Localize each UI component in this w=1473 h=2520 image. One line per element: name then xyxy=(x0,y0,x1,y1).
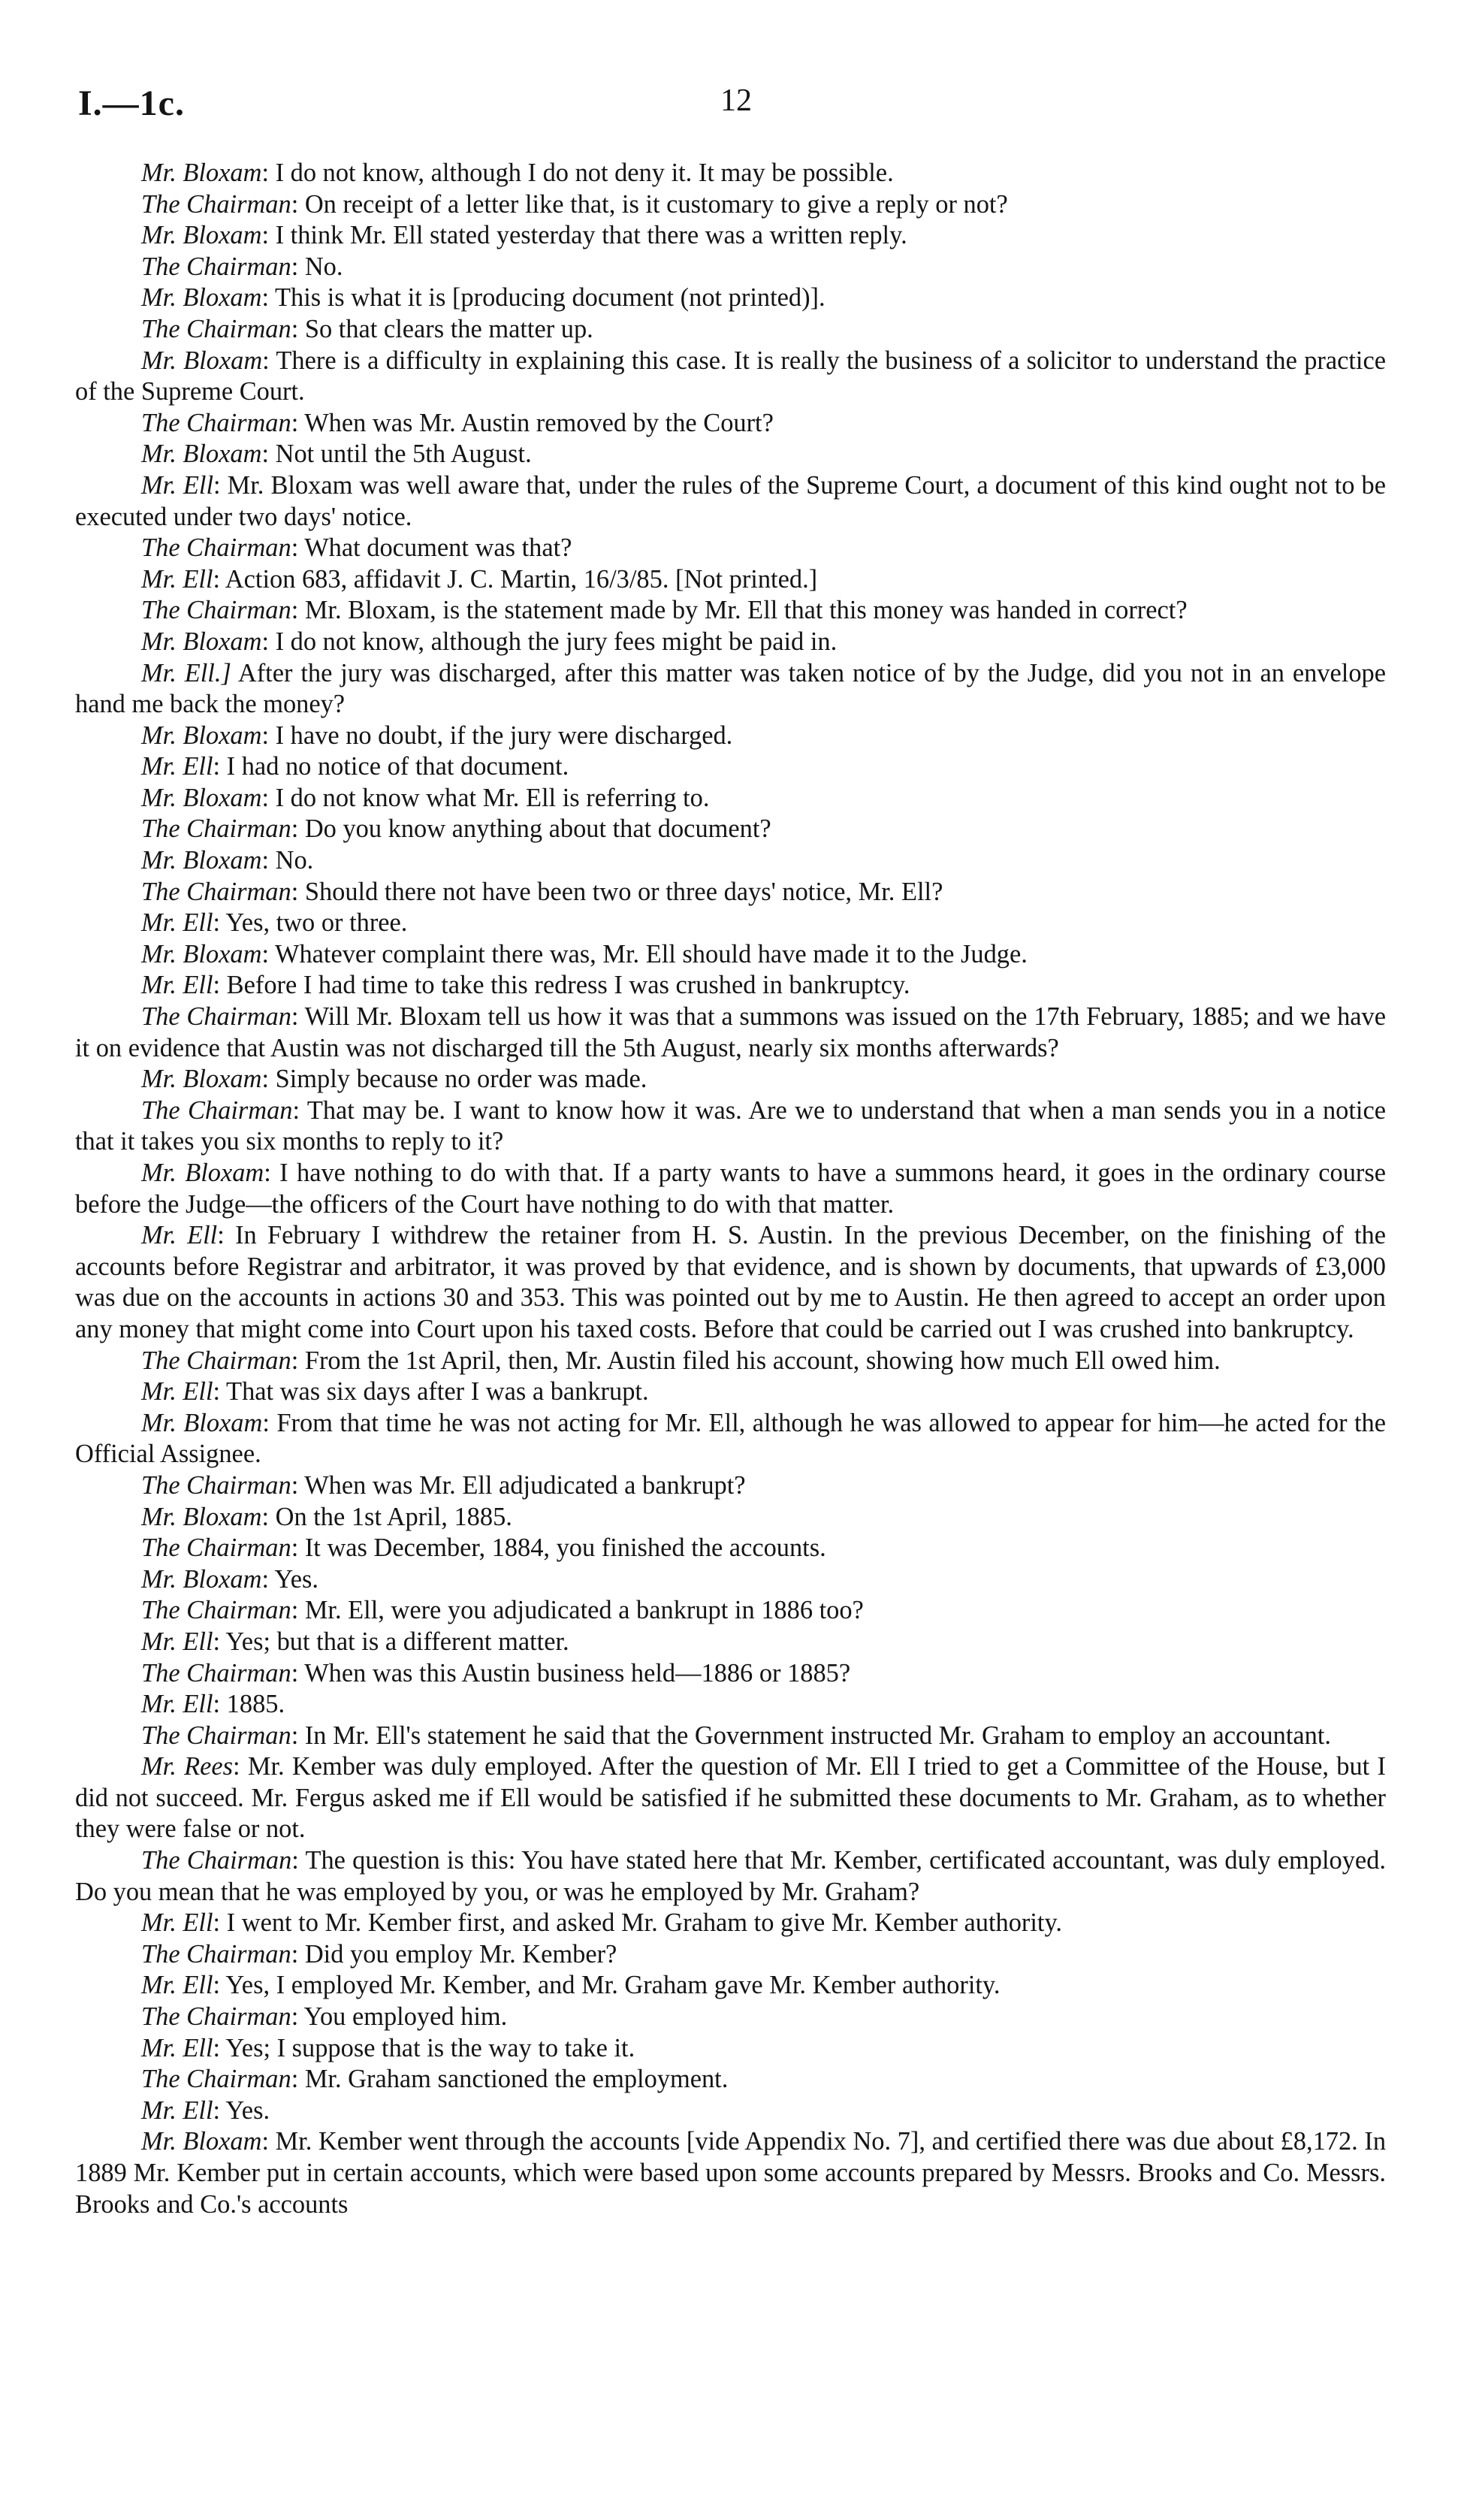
transcript-paragraph xyxy=(75,1751,1386,1845)
page-number: 12 xyxy=(720,83,752,118)
transcript-paragraph xyxy=(75,595,1386,627)
transcript-paragraph xyxy=(75,1533,1386,1564)
speaker-name: The Chairman xyxy=(141,1346,291,1375)
speaker-name: Mr. Bloxam xyxy=(141,846,262,875)
speaker-name: Mr. Ell xyxy=(141,1377,213,1407)
page-header xyxy=(75,83,1397,143)
transcript-paragraph xyxy=(75,877,1386,908)
transcript-paragraph xyxy=(75,1095,1386,1158)
transcript-paragraph xyxy=(75,1845,1386,1908)
transcript-body xyxy=(75,158,1386,2220)
speaker-name: Mr. Bloxam xyxy=(141,440,262,469)
transcript-paragraph xyxy=(75,1564,1386,1596)
speaker-name: The Chairman xyxy=(141,533,291,563)
speaker-name: The Chairman xyxy=(141,1846,292,1875)
speaker-name: Mr. Bloxam xyxy=(141,1065,262,1094)
speech-text: : Yes; but that is a different matter. xyxy=(213,1627,569,1656)
transcript-paragraph xyxy=(75,2126,1386,2220)
speech-text: : Should there not have been two or three days' notice, Mr. Ell? xyxy=(291,877,943,906)
speaker-name: Mr. Ell xyxy=(141,2033,213,2062)
transcript-paragraph xyxy=(75,627,1386,658)
speech-text: : When was this Austin business held—1886 or 1885? xyxy=(291,1658,851,1688)
speech-text: : Yes; I suppose that is the way to take it. xyxy=(213,2033,635,2062)
speaker-name: The Chairman xyxy=(141,1470,291,1500)
transcript-paragraph xyxy=(75,1627,1386,1658)
speaker-name: The Chairman xyxy=(141,1596,291,1625)
transcript-paragraph xyxy=(75,533,1386,564)
speech-text: : When was Mr. Ell adjudicated a bankrupt? xyxy=(291,1470,746,1500)
speech-text: : This is what it is [producing document (not printed)]. xyxy=(261,283,826,313)
speaker-name: Mr. Rees xyxy=(141,1752,234,1781)
transcript-paragraph xyxy=(75,439,1386,470)
transcript-paragraph xyxy=(75,1502,1386,1533)
speech-text: : Do you know anything about that document? xyxy=(291,814,771,844)
transcript-paragraph xyxy=(75,1002,1386,1064)
speech-text: : Simply because no order was made. xyxy=(261,1065,647,1094)
speaker-name: Mr. Bloxam xyxy=(141,2127,262,2156)
speaker-name: The Chairman xyxy=(141,252,291,281)
transcript-paragraph xyxy=(75,939,1386,971)
speech-text: : Yes, two or three. xyxy=(213,908,408,938)
transcript-paragraph xyxy=(75,2002,1386,2033)
transcript-paragraph xyxy=(75,783,1386,814)
transcript-paragraph xyxy=(75,1470,1386,1502)
speech-text: : I do not know, although the jury fees might be paid in. xyxy=(261,627,838,656)
transcript-paragraph xyxy=(75,1220,1386,1345)
speaker-name: Mr. Bloxam xyxy=(141,346,263,375)
document-reference: I.—1c. xyxy=(78,83,185,123)
speaker-name: Mr. Bloxam xyxy=(141,159,262,187)
speaker-name: The Chairman xyxy=(141,1939,291,1969)
speech-text: : I went to Mr. Kember first, and asked Mr. Graham to give Mr. Kember authority. xyxy=(213,1908,1063,1938)
speaker-name: Mr. Bloxam xyxy=(141,627,262,656)
speech-text: : Before I had time to take this redress I was crushed in bankruptcy. xyxy=(213,971,910,1000)
speaker-name: Mr. Bloxam xyxy=(141,283,262,313)
speech-text: : So that clears the matter up. xyxy=(291,314,593,343)
speaker-name: The Chairman xyxy=(141,814,291,844)
transcript-paragraph xyxy=(75,189,1386,221)
transcript-paragraph xyxy=(75,1658,1386,1690)
transcript-paragraph xyxy=(75,1908,1386,1939)
transcript-paragraph xyxy=(75,220,1386,252)
transcript-paragraph xyxy=(75,408,1386,440)
speech-text: : Mr. Bloxam, is the statement made by Mr. Ell that this money was handed in correct? xyxy=(291,596,1188,625)
speaker-name: The Chairman xyxy=(141,1721,291,1750)
transcript-paragraph xyxy=(75,1595,1386,1627)
transcript-paragraph xyxy=(75,845,1386,877)
transcript-paragraph xyxy=(75,314,1386,346)
speaker-name: The Chairman xyxy=(141,596,291,625)
transcript-paragraph xyxy=(75,658,1386,721)
speaker-name: Mr. Ell.] xyxy=(141,658,231,687)
speaker-name: Mr. Bloxam xyxy=(141,721,262,750)
transcript-paragraph xyxy=(75,1376,1386,1408)
speech-text: : Yes. xyxy=(213,2095,270,2125)
speech-text: : I had no notice of that document. xyxy=(213,752,569,781)
transcript-paragraph xyxy=(75,1408,1386,1470)
speech-text: : I do not know, although I do not deny it. It may be possible. xyxy=(261,159,894,187)
speaker-name: Mr. Ell xyxy=(141,1971,213,2000)
speech-text: : Whatever complaint there was, Mr. Ell should have made it to the Judge. xyxy=(261,939,1028,968)
transcript-paragraph xyxy=(75,2064,1386,2095)
transcript-paragraph xyxy=(75,1721,1386,1752)
speaker-name: The Chairman xyxy=(141,2065,291,2094)
speech-text: : Mr. Bloxam was well aware that, under the rules of the Supreme Court, a document of this kind ought not to be executed under two days' notice. xyxy=(75,470,1386,531)
speech-text: : From that time he was not acting for Mr. Ell, although he was allowed to appear for him—he acted for the Official Assignee. xyxy=(75,1408,1387,1469)
speech-text: : On the 1st April, 1885. xyxy=(261,1502,512,1531)
speech-text: : I think Mr. Ell stated yesterday that there was a written reply. xyxy=(261,221,907,250)
speaker-name: The Chairman xyxy=(141,1095,293,1125)
transcript-paragraph xyxy=(75,908,1386,939)
speaker-name: The Chairman xyxy=(141,314,291,343)
speaker-name: Mr. Ell xyxy=(141,1627,213,1656)
speaker-name: Mr. Ell xyxy=(141,1221,218,1250)
speech-text: : The question is this: You have stated here that Mr. Kember, certificated accountant, was duly employed. Do you mean that he was employed by you, or was he employed by Mr. Graham? xyxy=(75,1846,1386,1906)
speech-text: : Mr. Kember went through the accounts [vide Appendix No. 7], and certified there was due about £8,172. In 1889 Mr. Kember put in certain accounts, which were based upon some accounts prepared by Messrs. Brooks and Co. Messrs. Brooks and Co.'s accounts xyxy=(75,2127,1387,2219)
transcript-paragraph xyxy=(75,751,1386,783)
speaker-name: Mr. Ell xyxy=(141,1690,213,1719)
speech-text: : Did you employ Mr. Kember? xyxy=(291,1939,617,1969)
speaker-name: The Chairman xyxy=(141,1658,291,1688)
speech-text: : It was December, 1884, you finished the accounts. xyxy=(291,1533,826,1563)
transcript-paragraph xyxy=(75,1939,1386,1971)
transcript-paragraph xyxy=(75,1346,1386,1377)
speaker-name: The Chairman xyxy=(141,877,291,906)
speech-text: : That may be. I want to know how it was. Are we to understand that when a man sends you in a notice that it takes you six months to reply to it? xyxy=(75,1095,1386,1156)
transcript-paragraph xyxy=(75,2033,1386,2065)
transcript-paragraph xyxy=(75,346,1386,408)
transcript-paragraph xyxy=(75,2095,1386,2127)
transcript-paragraph xyxy=(75,814,1386,845)
speech-text: : Mr. Kember was duly employed. After the question of Mr. Ell I tried to get a Committee of the House, but I did not succeed. Mr. Fergus asked me if Ell would be satisfied if he submitted these documents to Mr. Graham, as to whether they were false or not. xyxy=(75,1752,1386,1844)
speech-text: : No. xyxy=(261,846,314,875)
speaker-name: Mr. Ell xyxy=(141,908,213,938)
speaker-name: The Chairman xyxy=(141,1533,291,1563)
speaker-name: The Chairman xyxy=(141,2002,291,2032)
speech-text: After the jury was discharged, after this matter was taken notice of by the Judge, did you not in an envelope hand me back the money? xyxy=(75,658,1386,719)
transcript-paragraph xyxy=(75,1689,1386,1721)
speech-text: : I do not know what Mr. Ell is referring to. xyxy=(261,783,710,812)
speech-text: : Yes. xyxy=(261,1564,318,1594)
speech-text: : Yes, I employed Mr. Kember, and Mr. Graham gave Mr. Kember authority. xyxy=(213,1971,1001,2000)
speaker-name: Mr. Ell xyxy=(141,1908,213,1938)
transcript-paragraph xyxy=(75,564,1386,596)
speech-text: : No. xyxy=(291,252,343,281)
speech-text: : You employed him. xyxy=(291,2002,508,2032)
transcript-paragraph xyxy=(75,970,1386,1002)
speech-text: : Mr. Graham sanctioned the employment. xyxy=(291,2065,729,2094)
speaker-name: Mr. Bloxam xyxy=(141,1502,262,1531)
speaker-name: Mr. Ell xyxy=(141,564,213,594)
speaker-name: Mr. Ell xyxy=(141,971,213,1000)
speech-text: : In Mr. Ell's statement he said that the Government instructed Mr. Graham to employ an accountant. xyxy=(291,1721,1332,1750)
speech-text: : On receipt of a letter like that, is it customary to give a reply or not? xyxy=(291,189,1008,219)
transcript-paragraph xyxy=(75,283,1386,314)
speech-text: : Mr. Ell, were you adjudicated a bankrupt in 1886 too? xyxy=(291,1596,864,1625)
transcript-paragraph xyxy=(75,470,1386,533)
transcript-paragraph xyxy=(75,158,1386,189)
speech-text: : I have no doubt, if the jury were discharged. xyxy=(261,721,733,750)
transcript-paragraph xyxy=(75,1970,1386,2002)
speaker-name: Mr. Bloxam xyxy=(141,783,262,812)
speech-text: : 1885. xyxy=(213,1690,285,1719)
transcript-paragraph xyxy=(75,721,1386,752)
speech-text: : Action 683, affidavit J. C. Martin, 16/3/85. [Not printed.] xyxy=(213,564,818,594)
speech-text: : In February I withdrew the retainer from H. S. Austin. In the previous December, on the finishing of the accounts before Registrar and arbitrator, it was proved by that evidence, and is shown by documents, that upwards of £3,000 was due on the accounts in actions 30 and 353. This was pointed out by me to Austin. He then agreed to accept an order upon any money that might come into Court upon his taxed costs. Before that could be carried out I was crushed into bankruptcy. xyxy=(75,1221,1386,1343)
transcript-paragraph xyxy=(75,1158,1386,1220)
speaker-name: Mr. Bloxam xyxy=(141,1564,262,1594)
speech-text: : What document was that? xyxy=(291,533,572,563)
speaker-name: Mr. Bloxam xyxy=(141,1159,264,1187)
speech-text: : I have nothing to do with that. If a party wants to have a summons heard, it goes in the ordinary course before the Judge—the officers of the Court have nothing to do with that matter. xyxy=(75,1159,1386,1219)
speaker-name: The Chairman xyxy=(141,408,291,437)
speaker-name: Mr. Bloxam xyxy=(141,221,262,250)
speaker-name: Mr. Ell xyxy=(141,470,214,500)
speech-text: : Will Mr. Bloxam tell us how it was that a summons was issued on the 17th February, 1885; and we have it on evidence that Austin was not discharged till the 5th August, nearly six months afterwards? xyxy=(75,1002,1386,1062)
speaker-name: The Chairman xyxy=(141,189,291,219)
speaker-name: Mr. Ell xyxy=(141,752,213,781)
transcript-paragraph xyxy=(75,1064,1386,1095)
speech-text: : When was Mr. Austin removed by the Court? xyxy=(291,408,774,437)
speech-text: : From the 1st April, then, Mr. Austin filed his account, showing how much Ell owed him. xyxy=(291,1346,1221,1375)
speech-text: : There is a difficulty in explaining this case. It is really the business of a solicitor to understand the practice of the Supreme Court. xyxy=(75,346,1387,406)
speech-text: : That was six days after I was a bankrupt. xyxy=(213,1377,649,1407)
speaker-name: Mr. Bloxam xyxy=(141,939,262,968)
speaker-name: Mr. Ell xyxy=(141,2095,213,2125)
speaker-name: The Chairman xyxy=(141,1002,291,1032)
speaker-name: Mr. Bloxam xyxy=(141,1408,263,1437)
speech-text: : Not until the 5th August. xyxy=(261,440,532,469)
transcript-paragraph xyxy=(75,252,1386,283)
